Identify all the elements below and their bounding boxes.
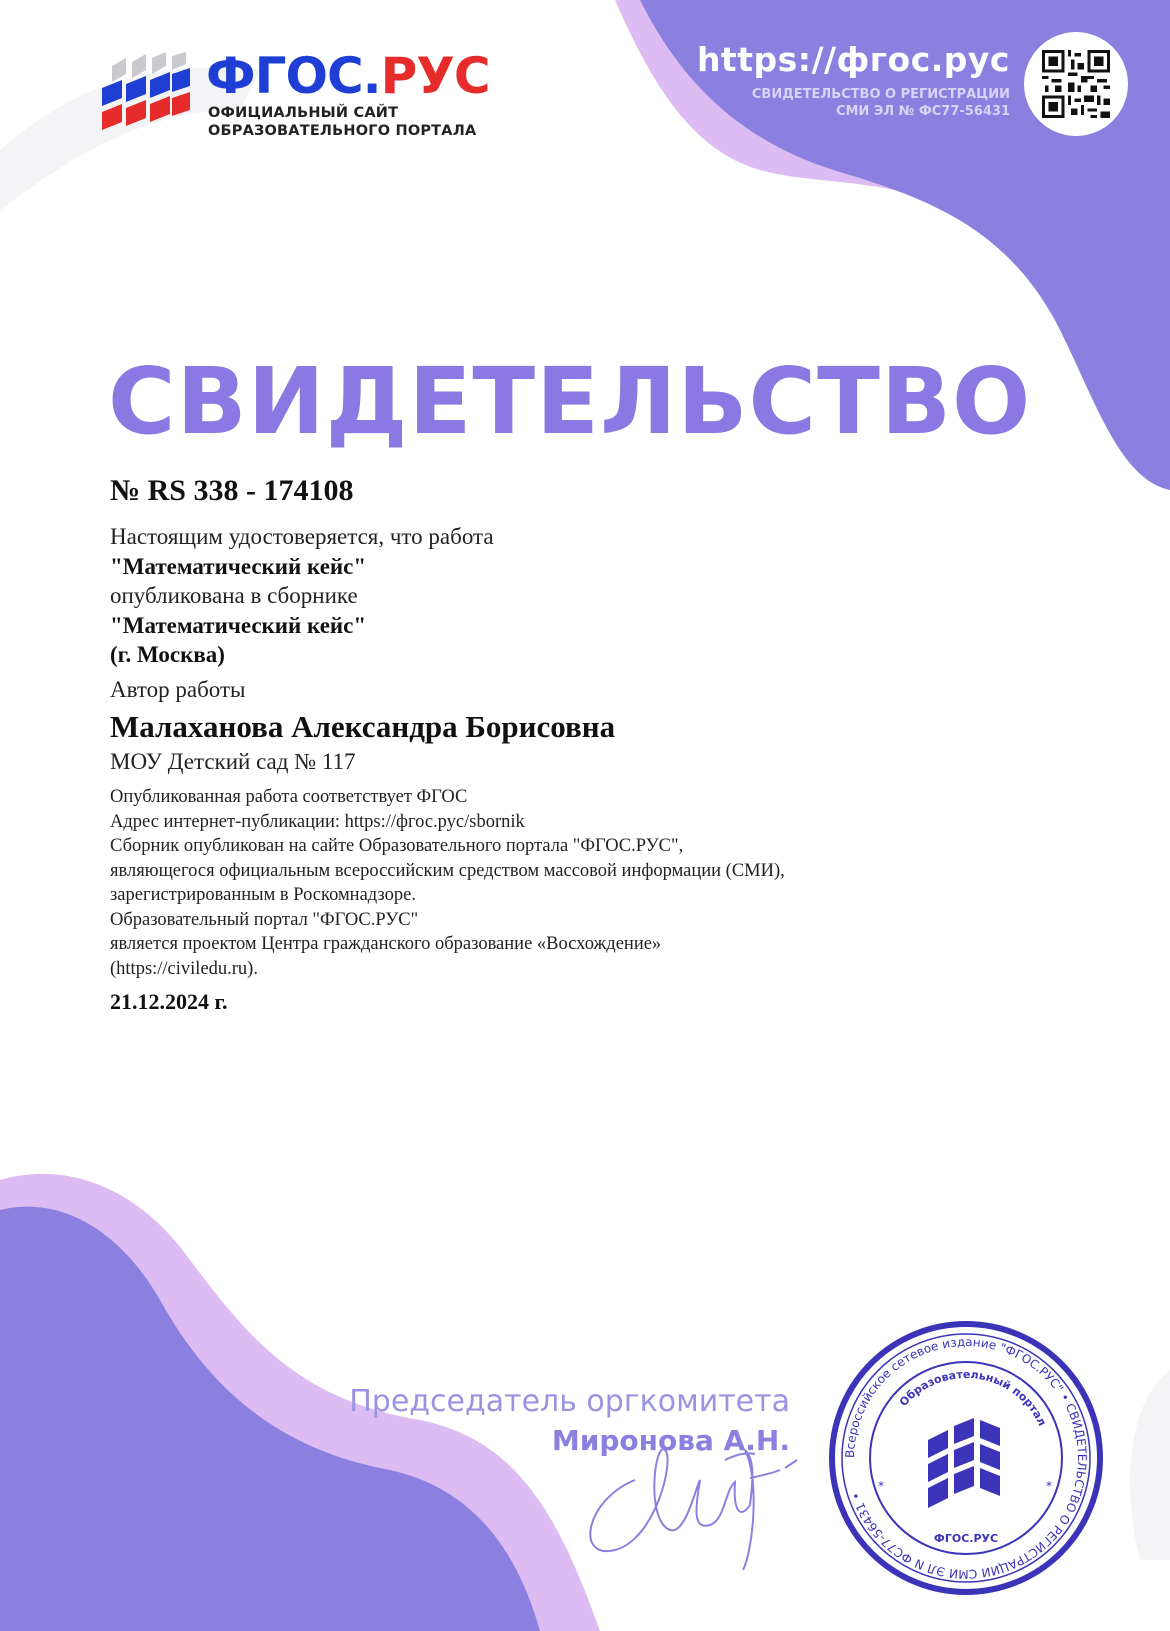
published-in-text: опубликована в сборнике — [110, 583, 358, 608]
intro-text: Настоящим удостоверяется, что работа — [110, 524, 494, 549]
portal-logo — [102, 47, 502, 152]
work-title: "Математический кейс" — [110, 554, 367, 579]
author-name: Малаханова Александра Борисовна — [110, 709, 616, 744]
official-seal — [828, 1320, 1104, 1596]
author-label: Автор работы — [110, 677, 246, 702]
certificate-title: СВИДЕТЕЛЬСТВО — [108, 348, 1032, 455]
logo-title: ФГОС.РУС — [206, 47, 490, 105]
registration-info: СВИДЕТЕЛЬСТВО О РЕГИСТРАЦИИ СМИ ЭЛ № ФС77-56431 — [751, 87, 1010, 119]
certificate-body — [110, 522, 1010, 1015]
qr-code-icon — [1042, 50, 1110, 118]
info-line: (https://civiledu.ru). — [110, 958, 258, 979]
seal-outer-text: Всероссийское сетевое издание "ФГОС.РУС" • СВИДЕТЕЛЬСТВО О РЕГИСТРАЦИИ СМИ ЭЛ N ФС77-56431 • — [842, 1334, 1090, 1582]
issue-date: 21.12.2024 г. — [110, 989, 228, 1014]
qr-badge[interactable] — [1024, 32, 1128, 136]
handwritten-signature — [575, 1420, 815, 1570]
collection-city: (г. Москва) — [110, 642, 225, 667]
publication-info — [110, 785, 1010, 981]
info-line: является проектом Центра гражданского образование «Восхождение» — [110, 934, 662, 954]
info-line: Образовательный портал "ФГОС.РУС" — [110, 909, 419, 930]
author-organization: МОУ Детский сад № 117 — [110, 749, 356, 774]
info-line: Сборник опубликован на сайте Образовательного портала "ФГОС.РУС", — [110, 836, 684, 856]
info-line: являющегося официальным всероссийским средством массовой информации (СМИ), — [110, 860, 785, 881]
site-url[interactable]: https://фгос.рус — [696, 40, 1010, 79]
info-line: Опубликованная работа соответствует ФГОС — [110, 787, 468, 807]
info-line: Адрес интернет-публикации: https://фгос.рус/sbornik — [110, 811, 525, 832]
logo-subtitle: ОФИЦИАЛЬНЫЙ САЙТ ОБРАЗОВАТЕЛЬНОГО ПОРТАЛА — [208, 105, 477, 139]
svg-text:*: * — [878, 1479, 884, 1493]
chair-name: Миронова А.Н. — [551, 1424, 790, 1457]
chair-label: Председатель оргкомитета — [349, 1384, 790, 1419]
info-line: зарегистрированным в Роскомнадзоре. — [110, 885, 416, 905]
certificate-number: № RS 338 - 174108 — [110, 474, 354, 507]
seal-inner-text: Образовательный портал — [896, 1367, 1049, 1429]
seal-bottom-text: ФГОС.РУС — [933, 1532, 999, 1545]
logo-emblem-icon — [102, 52, 190, 142]
collection-title: "Математический кейс" — [110, 613, 367, 638]
svg-text:*: * — [1046, 1479, 1052, 1493]
